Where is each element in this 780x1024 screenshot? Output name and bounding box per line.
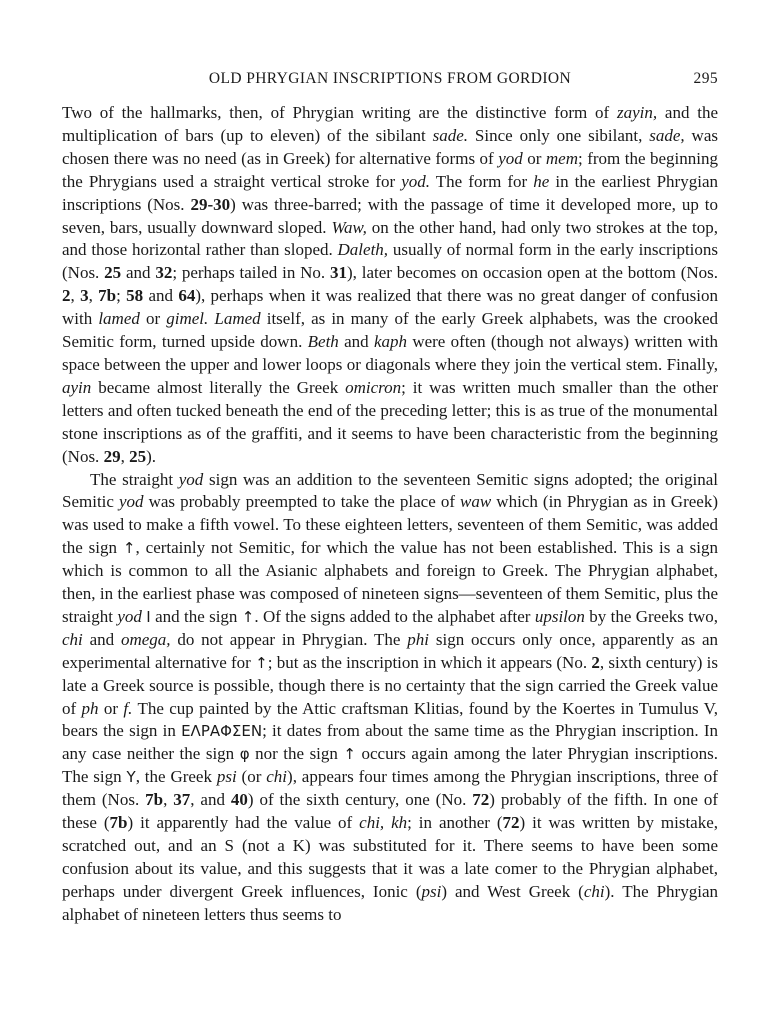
text-run: Two of the hallmarks, then, of Phrygian writing are the distinctive form of [62, 103, 617, 122]
letter-sign: φ [239, 745, 250, 764]
text-run: , [88, 286, 99, 306]
text-run: ), later becomes on occasion open at the bottom (Nos. [347, 263, 718, 283]
inscription-number: 58 [126, 286, 144, 306]
text-run: ; it dates from about the same time as the Phrygian inscription. In any case neither the sign [62, 721, 718, 764]
letter-sign: I [146, 607, 151, 626]
paragraph [62, 469, 718, 927]
italic-term: yod [498, 148, 523, 168]
inscription-number: 25 [104, 263, 122, 283]
italic-term: chi [583, 881, 605, 901]
inscription-number: 7b [109, 813, 128, 833]
text-run: ; perhaps tailed in No. [172, 263, 331, 283]
text-run: usually of normal form in the early inscriptions (Nos. [62, 240, 719, 283]
running-head [62, 70, 718, 92]
italic-term: psi [421, 881, 442, 901]
italic-term: sade, [649, 125, 685, 145]
letter-sign: ↑ [241, 607, 255, 626]
inscription-number: 72 [502, 813, 520, 833]
text-run: ) probably of the fifth. In one of these ( [62, 790, 719, 833]
text-run: ). [146, 446, 156, 466]
text-run: , certainly not Semitic, for which the value has not been established. This is a sign which is common to all the Asianic alphabets and foreign to Greek. The Phrygian alphabet, then, in the earliest phase was composed of nineteen signs—seventeen of them Semitic, plus the straight [62, 538, 719, 626]
text-run: by the Greeks two, [584, 606, 718, 626]
text-run: ; it was written much smaller than the other letters and often tucked beneath the end of the preceding letter; this is as true of the monumental stone inscriptions as of the graffiti, and it seems to have been characteristic from the beginning (Nos. [62, 377, 718, 466]
inscription-number: 2 [62, 286, 71, 306]
text-run: ; in another ( [407, 813, 503, 833]
italic-term: phi [407, 629, 430, 649]
running-head-title: OLD PHRYGIAN INSCRIPTIONS FROM GORDION [208, 70, 572, 87]
italic-term: chi [266, 767, 288, 787]
inscription-number: 37 [173, 790, 191, 810]
text-run: and [82, 629, 121, 649]
text-run: was probably preempted to take the place of [143, 492, 461, 512]
text-run: , and [190, 790, 231, 810]
italic-term: mem [545, 148, 578, 168]
italic-term: ph [81, 698, 99, 718]
text-run: and [338, 332, 374, 352]
text-run: Since only one sibilant, [468, 125, 650, 145]
text-run: ) it was written by mistake, scratched out, and an S (not a K) was substituted for it. There seems to have been some confusion about its value, and this suggests that it was a late comer to the Phrygian alphabet, perhaps under divergent Greek influences, Ionic ( [62, 813, 719, 901]
italic-term: yod [178, 469, 204, 489]
italic-term: upsilon [534, 606, 585, 626]
text-run: ; but as the inscription in which it appears (No. [267, 652, 592, 672]
letter-sign: ↑ [343, 745, 356, 764]
book-page [62, 70, 718, 927]
italic-term: he [533, 171, 550, 191]
italic-term: zayin, [616, 103, 658, 122]
paragraph [62, 102, 718, 469]
italic-term: psi [216, 767, 237, 787]
text-run: nor the sign [249, 744, 344, 764]
text-run: (or [236, 767, 267, 787]
italic-term: Lamed [214, 309, 261, 329]
italic-term: gimel. [166, 309, 209, 329]
text-run: ). The Phrygian alphabet of nineteen letters thus seems to [62, 881, 718, 924]
text-run: ), appears four times among the Phrygian inscriptions, three of them (Nos. [62, 767, 718, 810]
text-run: on the other hand, had only two strokes at the top, and those horizontal rather than sloped. [62, 217, 718, 260]
italic-term: ayin [62, 377, 92, 397]
text-run: The cup painted by the Attic craftsman Klitias, found by the Koertes in Tumulus V, bears the sign in [62, 698, 719, 741]
italic-term: f. [123, 698, 133, 718]
italic-term: waw [460, 492, 492, 512]
text-run: , the Greek [135, 767, 217, 787]
text-run: in the earliest Phrygian inscriptions (Nos. [62, 171, 718, 214]
text-run: , [163, 790, 174, 810]
text-run: or [522, 148, 546, 168]
text-run: The straight [90, 469, 179, 489]
inscription-number: 2 [591, 652, 600, 672]
inscription-number: 25 [129, 446, 147, 466]
text-run: sign was an addition to the seventeen Semitic signs adopted; the original Semitic [62, 469, 718, 512]
inscription-number: 3 [80, 286, 89, 306]
italic-term: Beth [307, 332, 339, 352]
letter-sign: ↑ [122, 539, 136, 558]
text-run: became almost literally the Greek [91, 377, 346, 397]
italic-term: omega, [120, 629, 171, 649]
text-run: ; from the beginning the Phrygians used a straight vertical stroke for [62, 148, 718, 191]
italic-term: yod [119, 492, 144, 512]
text-run: , sixth century) is late a Greek source is possible, though there is no certainty that the sign carried the Greek value of [62, 652, 718, 718]
text-run: itself, as in many of the early Greek alphabets, was the crooked Semitic form, turned upside down. [62, 309, 718, 352]
text-run: and the multiplication of bars (up to eleven) of the sibilant [62, 103, 718, 145]
text-run: or [98, 698, 124, 718]
inscription-number: 29-30 [190, 194, 231, 214]
italic-term: chi [62, 629, 83, 649]
text-run: ) of the sixth century, one (No. [247, 790, 473, 810]
text-run: was chosen there was no need (as in Greek) for alternative forms of [62, 125, 718, 168]
text-run: ), perhaps when it was realized that there was no great danger of confusion with [62, 286, 718, 329]
italic-term: lamed [98, 309, 140, 329]
italic-term: Waw, [331, 217, 367, 237]
text-run: or [139, 309, 167, 329]
inscription-number: 40 [230, 790, 248, 810]
text-run: ) and West Greek ( [441, 881, 584, 901]
italic-term: sade. [432, 125, 469, 145]
text-run: ) was three-barred; with the passage of time it developed more, up to seven, bars, usually downward sloped. [62, 194, 718, 237]
letter-sign: ΕΛΡΑΦΣΕΝ [181, 722, 263, 741]
inscription-number: 7b [145, 790, 164, 810]
letter-sign: ↑ [255, 653, 268, 672]
text-run: , [120, 446, 130, 466]
italic-term: yod [117, 606, 142, 626]
inscription-number: 7b [98, 286, 117, 306]
text-run: . Of the signs added to the alphabet after [254, 606, 535, 626]
page-number: 295 [693, 70, 718, 87]
text-run: The form for [430, 171, 534, 191]
text-run: , [70, 286, 81, 306]
text-run: and the sign [150, 606, 242, 626]
inscription-number: 72 [472, 790, 490, 810]
italic-term: yod. [401, 171, 431, 191]
letter-sign: Y [126, 768, 136, 787]
inscription-number: 29 [103, 446, 121, 466]
text-run: do not appear in Phrygian. The [170, 629, 408, 649]
inscription-number: 32 [155, 263, 173, 283]
inscription-number: 64 [178, 286, 196, 306]
inscription-number: 31 [330, 263, 348, 283]
text-run: ; [116, 286, 127, 306]
italic-term: omicron [345, 377, 402, 397]
text-run: occurs again among the later Phrygian inscriptions. The sign [62, 744, 718, 787]
italic-term: Daleth, [337, 240, 389, 260]
text-run: ) it apparently had the value of [127, 813, 360, 833]
italic-term: chi, kh [359, 813, 408, 833]
text-run: and [121, 263, 156, 283]
text-run: were often (though not always) written with space between the upper and lower loops or diagonals where they join the vertical stem. Finally, [62, 332, 719, 374]
text-run: which (in Phrygian as in Greek) was used to make a fifth vowel. To these eighteen letters, seventeen of them Semitic, was added the sign [62, 492, 718, 558]
italic-term: kaph [373, 332, 408, 352]
text-run: sign occurs only once, apparently as an experimental alternative for [62, 629, 718, 672]
text-run: and [143, 286, 179, 306]
body-text [62, 102, 718, 927]
